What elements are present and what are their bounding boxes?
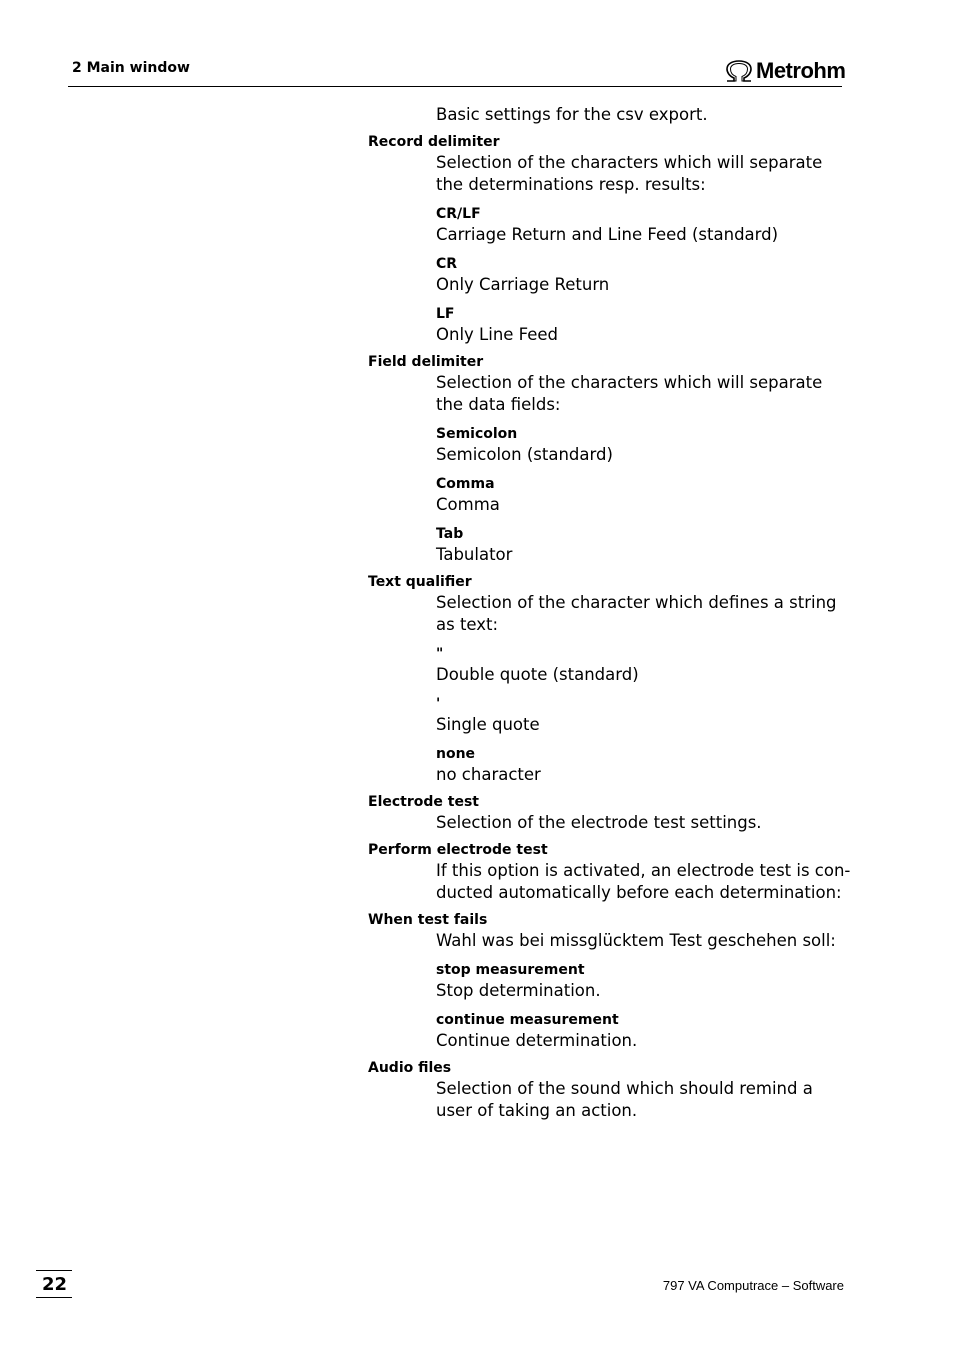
paragraph: Wahl was bei missglücktem Test geschehen soll: bbox=[436, 931, 836, 950]
parameter-heading: Text qualifier bbox=[368, 574, 472, 590]
parameter-heading: When test fails bbox=[368, 912, 488, 928]
option-heading: CR/LF bbox=[436, 206, 481, 222]
paragraph: Stop determination. bbox=[436, 981, 601, 1000]
paragraph: Continue determination. bbox=[436, 1031, 638, 1050]
option-heading: Comma bbox=[436, 476, 495, 492]
paragraph: Only Carriage Return bbox=[436, 275, 610, 294]
parameter-heading: Electrode test bbox=[368, 794, 479, 810]
parameter-heading: Field delimiter bbox=[368, 354, 484, 370]
omega-logo-icon bbox=[724, 59, 754, 83]
option-heading: Semicolon bbox=[436, 426, 518, 442]
paragraph: Selection of the sound which should remind a user of taking an action. bbox=[436, 1079, 813, 1120]
section-title: 2 Main window bbox=[72, 60, 190, 76]
paragraph: Semicolon (standard) bbox=[436, 445, 613, 464]
option-heading: CR bbox=[436, 256, 458, 272]
option-heading: Tab bbox=[436, 526, 464, 542]
footer-rule-top bbox=[36, 1270, 72, 1271]
paragraph: Only Line Feed bbox=[436, 325, 559, 344]
page-number: 22 bbox=[42, 1274, 68, 1295]
metrohm-logo bbox=[724, 58, 845, 84]
option-heading: ' bbox=[436, 696, 441, 712]
paragraph: Double quote (standard) bbox=[436, 665, 639, 684]
parameter-heading: Perform electrode test bbox=[368, 842, 548, 858]
paragraph: Comma bbox=[436, 495, 500, 514]
paragraph: Selection of the characters which will separate the determinations resp. results: bbox=[436, 153, 823, 194]
header-rule bbox=[68, 86, 842, 87]
option-heading: continue measurement bbox=[436, 1012, 619, 1028]
parameter-heading: Audio files bbox=[368, 1060, 452, 1076]
paragraph: If this option is activated, an electrode test is con-ducted automatically before each determination: bbox=[436, 861, 851, 902]
paragraph: Tabulator bbox=[436, 545, 513, 564]
option-heading: LF bbox=[436, 306, 455, 322]
footer-rule-bottom bbox=[36, 1297, 72, 1298]
paragraph: Selection of the electrode test settings. bbox=[436, 813, 762, 832]
paragraph: Selection of the character which defines a string as text: bbox=[436, 593, 837, 634]
paragraph: Single quote bbox=[436, 715, 540, 734]
paragraph: Carriage Return and Line Feed (standard) bbox=[436, 225, 779, 244]
paragraph: no character bbox=[436, 765, 541, 784]
paragraph: Selection of the characters which will separate the data fields: bbox=[436, 373, 823, 414]
product-name: 797 VA Computrace – Software bbox=[662, 1278, 844, 1293]
parameter-heading: Record delimiter bbox=[368, 134, 500, 150]
option-heading: stop measurement bbox=[436, 962, 585, 978]
option-heading: " bbox=[436, 646, 444, 662]
option-heading: none bbox=[436, 746, 476, 762]
paragraph: Basic settings for the csv export. bbox=[436, 105, 708, 124]
logo-text: Metrohm bbox=[756, 58, 846, 83]
document-body bbox=[0, 104, 954, 1122]
